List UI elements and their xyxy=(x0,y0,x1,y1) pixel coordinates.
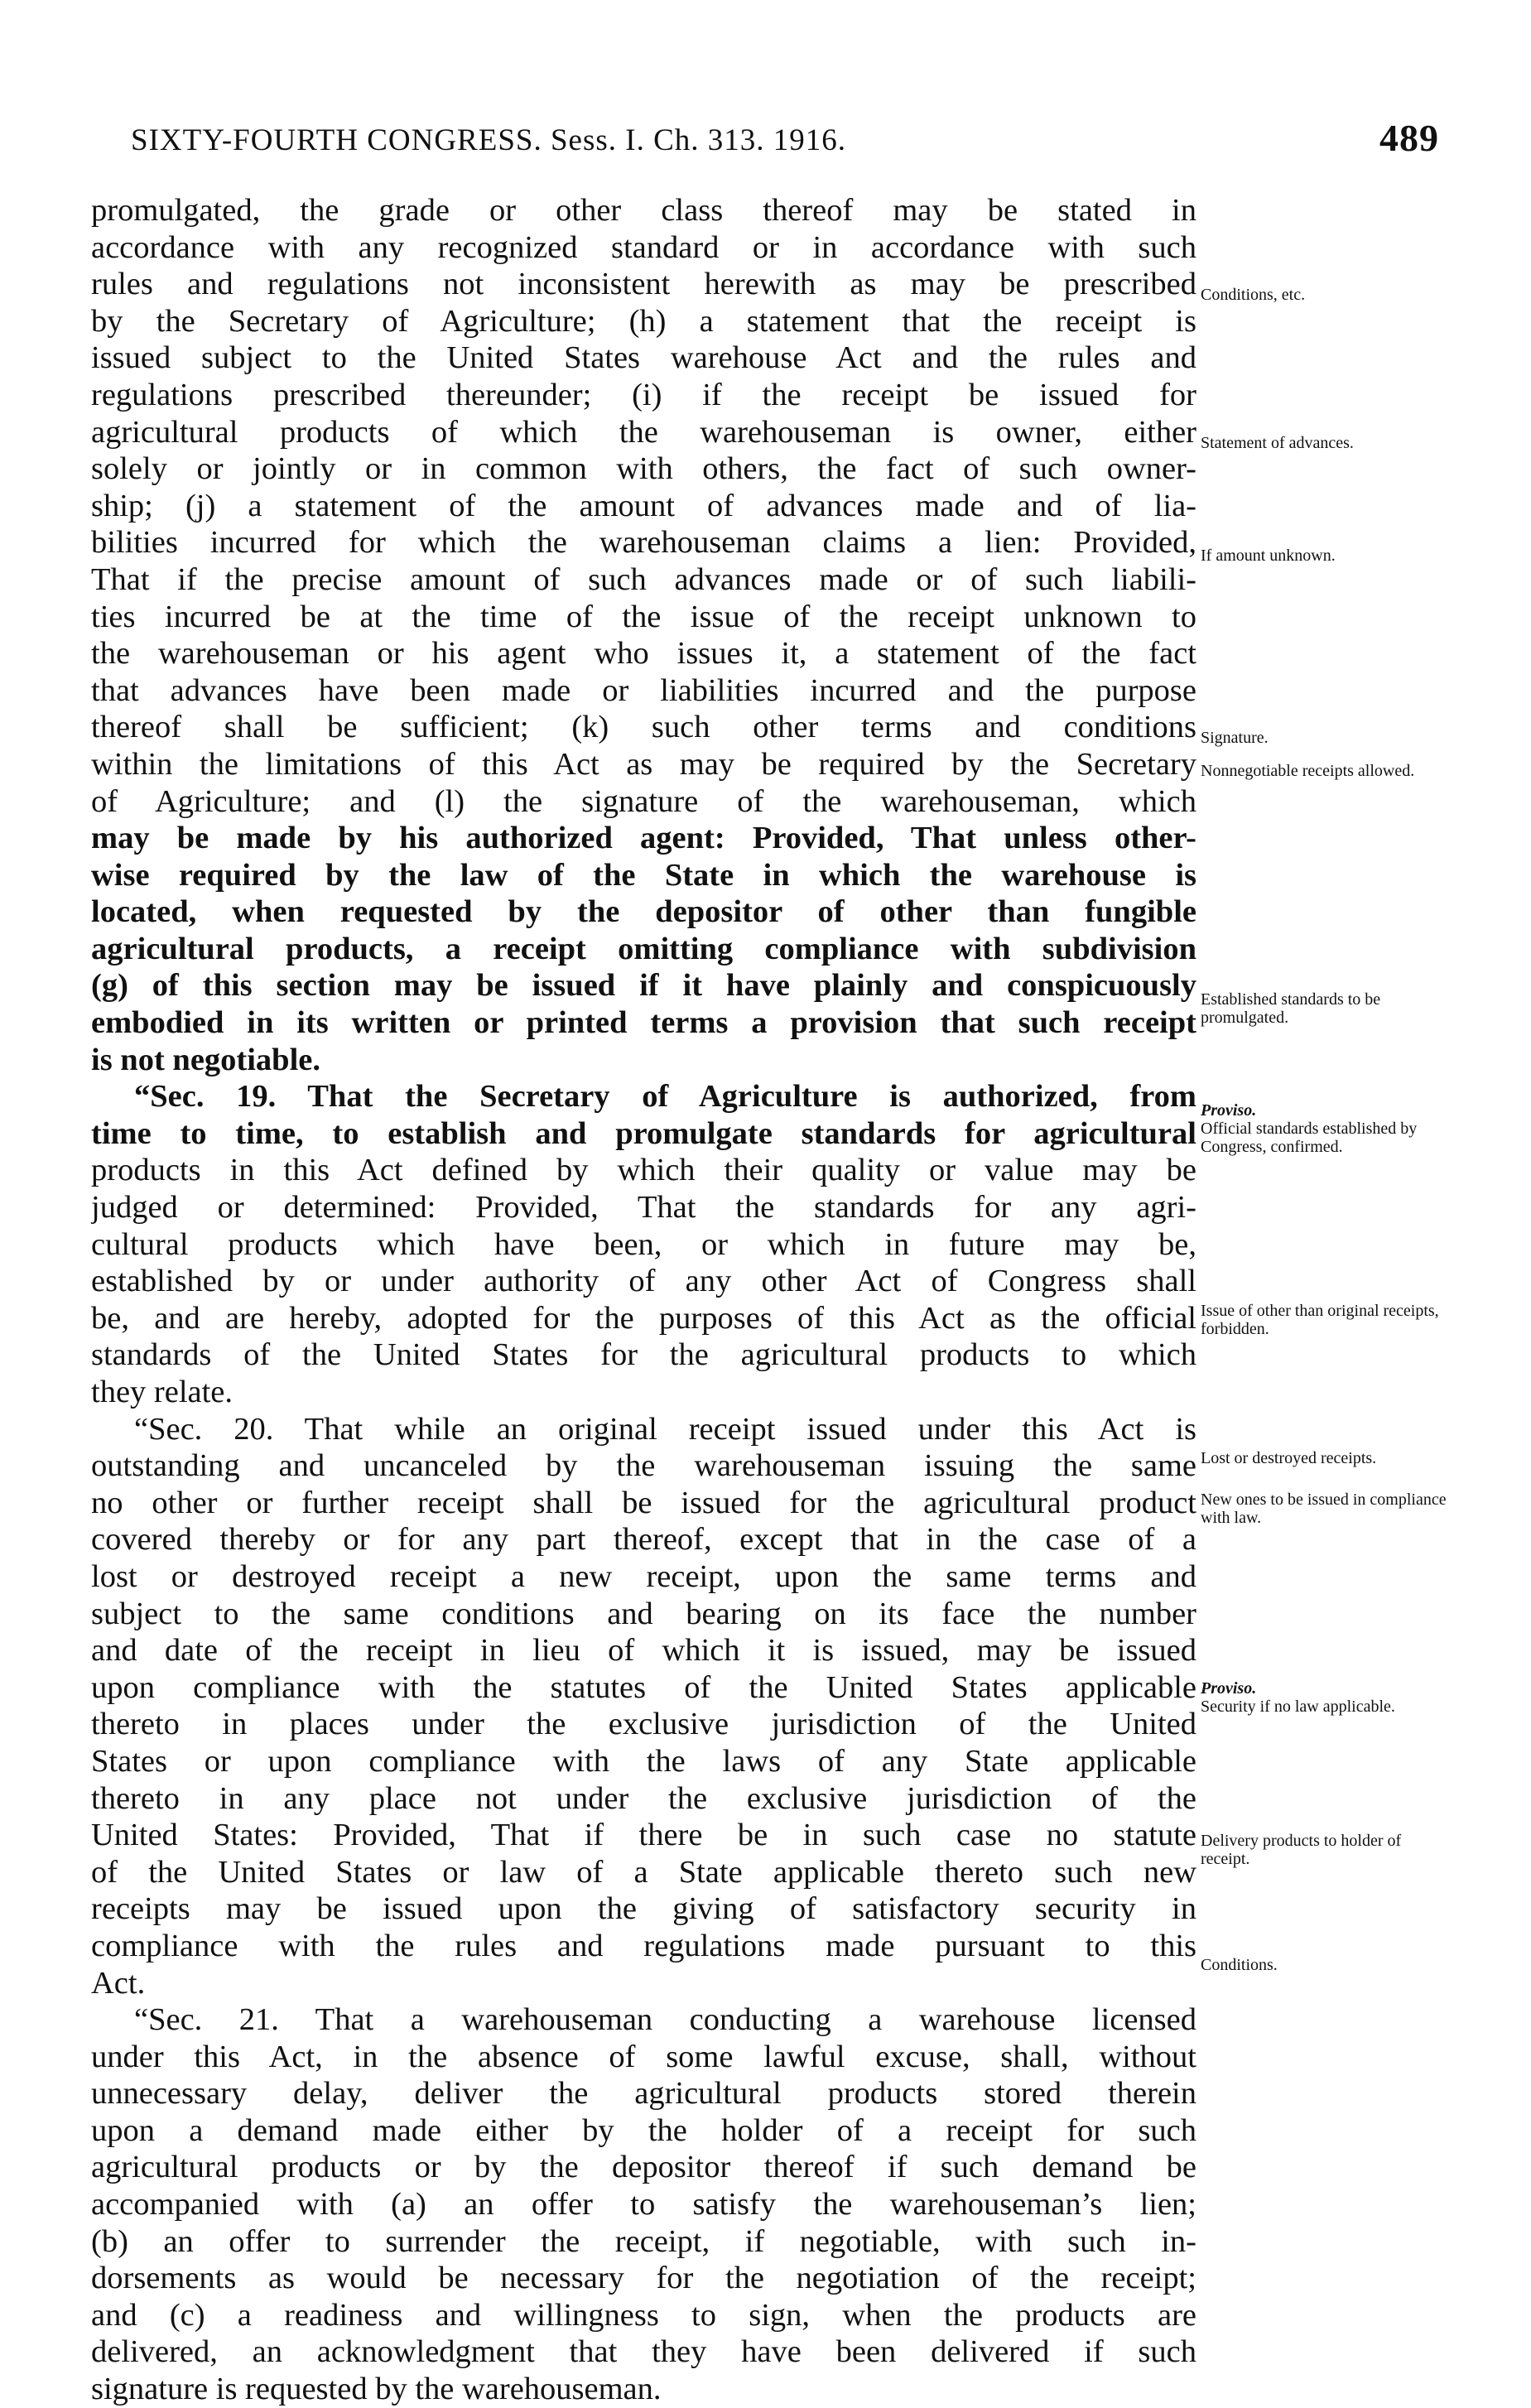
text-line: may be made by his authorized agent: Provided, That unless other- xyxy=(91,821,1196,856)
text-line: bilities incurred for which the warehouseman claims a lien: Provided, xyxy=(91,525,1196,561)
text-line: thereto in any place not under the exclusive jurisdiction of the xyxy=(91,1780,1196,1816)
running-title: SIXTY-FOURTH CONGRESS. Sess. I. Ch. 313. 1916. xyxy=(131,123,847,157)
margin-note: Established standards to be promulgated. xyxy=(1201,990,1381,1027)
text-line: the warehouseman or his agent who issues it, a statement of the fact xyxy=(91,636,1196,672)
text-line: standards of the United States for the agricultural products to which xyxy=(91,1337,1196,1373)
text-line: be, and are hereby, adopted for the purposes of this Act as the official xyxy=(91,1300,1196,1336)
section-19-start: “Sec. 19. That the Secretary of Agriculture is authorized, from xyxy=(134,1079,1196,1115)
margin-note: Conditions, etc. xyxy=(1201,286,1306,304)
text-line: cultural products which have been, or which in future may be, xyxy=(91,1226,1196,1262)
margin-note: Lost or destroyed receipts. xyxy=(1201,1449,1377,1467)
text-line: subject to the same conditions and bearing on its face the number xyxy=(91,1596,1196,1631)
text-line: and date of the receipt in lieu of which it is issued, may be issued xyxy=(91,1633,1196,1669)
margin-note: Signature. xyxy=(1201,729,1269,747)
page-header xyxy=(131,117,1439,172)
text-line: lost or destroyed receipt a new receipt, upon the same terms and xyxy=(91,1558,1196,1594)
text-line: products in this Act defined by which their quality or value may be xyxy=(91,1153,1196,1188)
text-line: accompanied with (a) an offer to satisfy the warehouseman’s lien; xyxy=(91,2187,1196,2223)
margin-note: New ones to be issued in compliance with law. xyxy=(1201,1491,1447,1527)
page-number: 489 xyxy=(1379,117,1439,159)
text-line: ties incurred be at the time of the issue of the receipt unknown to xyxy=(91,599,1196,634)
margin-note: Statement of advances. xyxy=(1201,434,1354,452)
text-line: within the limitations of this Act as may be required by the Secretary xyxy=(91,746,1196,782)
text-line: accordance with any recognized standard or in accordance with such xyxy=(91,229,1196,265)
text-line: of Agriculture; and (l) the signature of the warehouseman, which xyxy=(91,783,1196,819)
margin-note-proviso: Proviso. Official standards established by Congress, confirmed. xyxy=(1201,1101,1418,1156)
text-line: compliance with the rules and regulations made pursuant to this xyxy=(91,1928,1196,1963)
text-line: That if the precise amount of such advances made or of such liabili- xyxy=(91,561,1196,597)
text-line: rules and regulations not inconsistent herewith as may be prescribed xyxy=(91,267,1196,302)
margin-note: Delivery products to holder of receipt. xyxy=(1201,1832,1402,1868)
section-21-start: “Sec. 21. That a warehouseman conducting a warehouse licensed xyxy=(134,2002,1196,2038)
margin-note: Issue of other than original receipts, forbidden. xyxy=(1201,1302,1439,1338)
body-text xyxy=(91,192,1196,2408)
text-line: receipts may be issued upon the giving of satisfactory security in xyxy=(91,1891,1196,1927)
text-line: established by or under authority of any other Act of Congress shall xyxy=(91,1264,1196,1299)
text-line: United States: Provided, That if there be in such case no statute xyxy=(91,1818,1196,1853)
text-line: Act. xyxy=(91,1965,146,2001)
margin-note: Conditions. xyxy=(1201,1956,1278,1974)
text-line: promulgated, the grade or other class thereof may be stated in xyxy=(91,193,1196,228)
text-line: thereto in places under the exclusive jurisdiction of the United xyxy=(91,1707,1196,1742)
margin-note: If amount unknown. xyxy=(1201,547,1336,565)
text-line: they relate. xyxy=(91,1375,234,1409)
text-line: judged or determined: Provided, That the standards for any agri- xyxy=(91,1190,1196,1226)
margin-note-proviso: Proviso. Security if no law applicable. xyxy=(1201,1679,1395,1716)
text-line: under this Act, in the absence of some lawful excuse, shall, without xyxy=(91,2039,1196,2074)
text-line: outstanding and uncanceled by the warehouseman issuing the same xyxy=(91,1448,1196,1484)
text-line: States or upon compliance with the laws of any State applicable xyxy=(91,1743,1196,1779)
text-line: issued subject to the United States warehouse Act and the rules and xyxy=(91,340,1196,376)
text-line: time to time, to establish and promulgate standards for agricultural xyxy=(91,1115,1196,1151)
text-line: upon a demand made either by the holder of a receipt for such xyxy=(91,2112,1196,2148)
text-line: is not negotiable. xyxy=(91,1042,321,1077)
text-line: by the Secretary of Agriculture; (h) a statement that the receipt is xyxy=(91,303,1196,339)
text-line: wise required by the law of the State in which the warehouse is xyxy=(91,857,1196,893)
text-line: that advances have been made or liabilities incurred and the purpose xyxy=(91,672,1196,708)
text-line: (b) an offer to surrender the receipt, if negotiable, with such in- xyxy=(91,2223,1196,2259)
text-line: upon compliance with the statutes of the United States applicable xyxy=(91,1669,1196,1705)
text-line: (g) of this section may be issued if it have plainly and conspicuously xyxy=(91,968,1196,1004)
text-line: and (c) a readiness and willingness to sign, when the products are xyxy=(91,2297,1196,2333)
text-line: located, when requested by the depositor of other than fungible xyxy=(91,894,1196,930)
text-line: embodied in its written or printed terms a provision that such receipt xyxy=(91,1005,1196,1041)
text-line: solely or jointly or in common with others, the fact of such owner- xyxy=(91,451,1196,487)
text-line: unnecessary delay, deliver the agricultural products stored therein xyxy=(91,2076,1196,2112)
text-line: thereof shall be sufficient; (k) such other terms and conditions xyxy=(91,710,1196,745)
margin-note: Nonnegotiable receipts allowed. xyxy=(1201,762,1415,780)
text-line: dorsements as would be necessary for the negotiation of the receipt; xyxy=(91,2261,1196,2296)
text-line: signature is requested by the warehouseman. xyxy=(91,2372,662,2407)
section-20-start: “Sec. 20. That while an original receipt issued under this Act is xyxy=(134,1411,1196,1447)
text-line: agricultural products or by the depositor thereof if such demand be xyxy=(91,2150,1196,2185)
text-line: of the United States or law of a State applicable thereto such new xyxy=(91,1854,1196,1890)
text-line: delivered, an acknowledgment that they have been delivered if such xyxy=(91,2334,1196,2370)
text-line: agricultural products of which the warehouseman is owner, either xyxy=(91,414,1196,450)
text-line: covered thereby or for any part thereof, except that in the case of a xyxy=(91,1522,1196,1558)
text-line: no other or further receipt shall be issued for the agricultural product xyxy=(91,1485,1196,1520)
text-line: regulations prescribed thereunder; (i) if the receipt be issued for xyxy=(91,377,1196,412)
text-line: agricultural products, a receipt omitting compliance with subdivision xyxy=(91,931,1196,966)
text-line: ship; (j) a statement of the amount of advances made and of lia- xyxy=(91,488,1196,523)
